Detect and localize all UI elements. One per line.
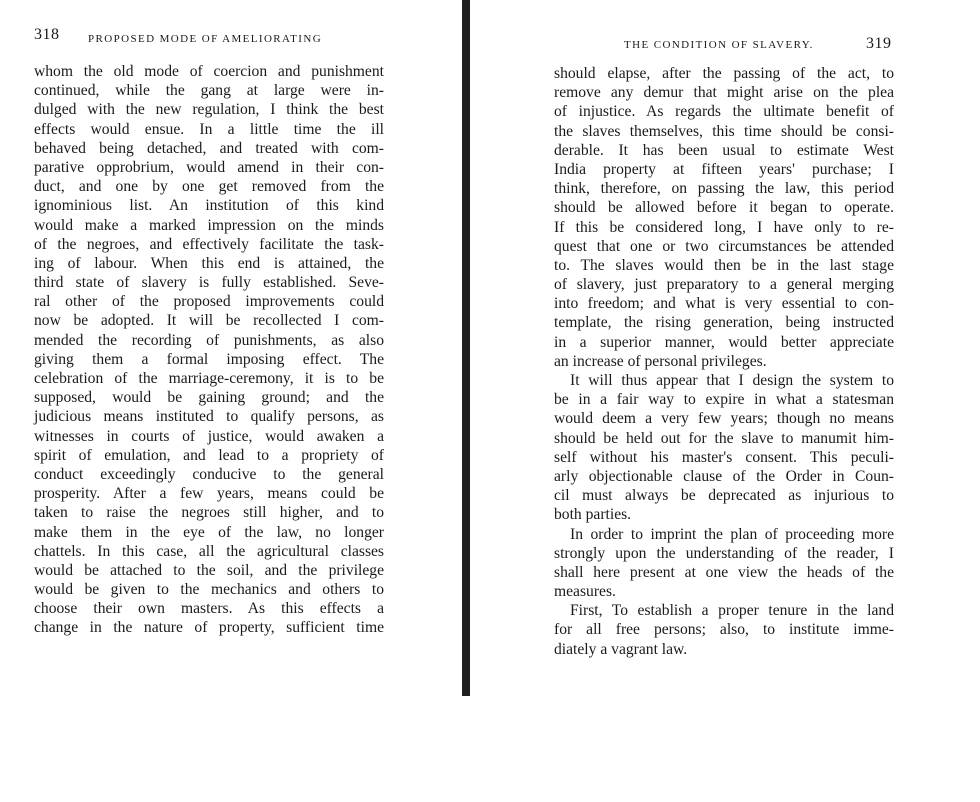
text-line: choose their own masters. As this effects a [34,600,384,618]
text-line: conduct exceedingly conducive to the general [34,465,384,483]
text-line: judicious means instituted to qualify persons, as [34,408,384,426]
text-line: of slavery, just preparatory to a general merging [554,276,894,294]
text-line: spirit of emulation, and lead to a propriety of [34,446,384,464]
text-line: into freedom; and what is very essential to con- [554,295,894,313]
text-line: template, the rising generation, being instructed [554,314,894,332]
text-line: taken to raise the negroes still higher, and to [34,504,384,522]
text-line: giving them a formal imposing effect. The [34,350,384,368]
text-line: effects would ensue. In a little time the ill [34,120,384,138]
text-line: ral other of the proposed improvements could [34,293,384,311]
text-line: shall here present at one view the heads of the [554,563,894,581]
text-line: think, therefore, on passing the law, this period [554,180,894,198]
text-line: supposed, would be gaining ground; and the [34,389,384,407]
text-line: would be given to the mechanics and others to [34,581,384,599]
text-line: self without his master's consent. This peculi- [554,448,894,466]
text-line: derable. It has been usual to estimate West [554,141,894,159]
text-line: quest that one or two circumstances be attended [554,237,894,255]
text-line: India property at fifteen years' purchase; I [554,160,894,178]
text-line: whom the old mode of coercion and punishment [34,63,384,80]
text-line: measures. [554,583,616,601]
text-line: of injustice. As regards the ultimate benefit of [554,103,894,121]
text-line: strongly upon the understanding of the reader, I [554,544,894,562]
text-line: continued, while the gang at large were in- [34,82,384,100]
text-line: duct, and one by one get removed from the [34,178,384,196]
text-line: to. The slaves would then be in the last stage [554,256,894,274]
right-running-head: THE CONDITION OF SLAVERY. [624,39,814,51]
text-line: the slaves themselves, this time should be consi- [554,122,894,140]
text-line: of the negroes, and effectively facilitate the task- [34,235,384,253]
text-line: would make a marked impression on the minds [34,216,384,234]
book-gutter [462,0,470,696]
right-page-text [554,64,894,659]
left-page-number: 318 [34,26,60,43]
text-line: would deem a very few years; though no means [554,410,894,428]
text-line: cil must always be deprecated as injurious to [554,487,894,505]
text-line: First, To establish a proper tenure in the land [570,602,894,620]
text-line: make them in the eye of the law, no longer [34,523,384,541]
text-line: mended the recording of punishments, as also [34,331,384,349]
text-line: should be allowed before it began to operate. [554,199,894,217]
text-line: for all free persons; also, to institute imme- [554,621,894,639]
text-line: prosperity. After a few years, means could be [34,485,384,503]
text-line: diately a vagrant law. [554,640,688,658]
left-page-text [34,62,384,638]
left-running-head: PROPOSED MODE OF AMELIORATING [88,33,323,45]
text-line: witnesses in courts of justice, would awaken a [34,427,384,445]
text-line: be in a fair way to expire in what a statesman [554,391,894,409]
text-line: an increase of personal privileges. [554,352,767,370]
text-line: ignominious list. An institution of this kind [34,197,384,215]
right-page-number: 319 [866,35,892,52]
text-line: If this be considered long, I have only to re- [554,218,894,236]
text-line: arly objectionable clause of the Order in Coun- [554,467,894,485]
text-line: third state of slavery is fully established. Seve- [34,274,384,292]
text-line: chattels. In this case, all the agricultural classes [34,542,384,560]
text-line: In order to imprint the plan of proceeding more [570,525,894,543]
text-line: would be attached to the soil, and the privilege [34,561,384,579]
text-line: parative opprobrium, would amend in their con- [34,158,384,176]
text-line: now be adopted. It will be recollected I com- [34,312,384,330]
text-line: ing of labour. When this end is attained, the [34,254,384,272]
text-line: in a superior manner, would better appreciate [554,333,894,351]
text-line: celebration of the marriage-ceremony, it is to be [34,370,384,387]
text-line: It will thus appear that I design the system to [570,372,894,389]
text-line: change in the nature of property, sufficient time [34,619,384,637]
text-line: dulged with the new regulation, I think the best [34,101,384,119]
text-line: should be held out for the slave to manumit him- [554,429,894,447]
text-line: both parties. [554,506,632,524]
text-line: behaved being detached, and treated with com- [34,139,384,157]
text-line: remove any demur that might arise on the plea [554,84,894,102]
text-line: should elapse, after the passing of the act, to [554,65,894,82]
